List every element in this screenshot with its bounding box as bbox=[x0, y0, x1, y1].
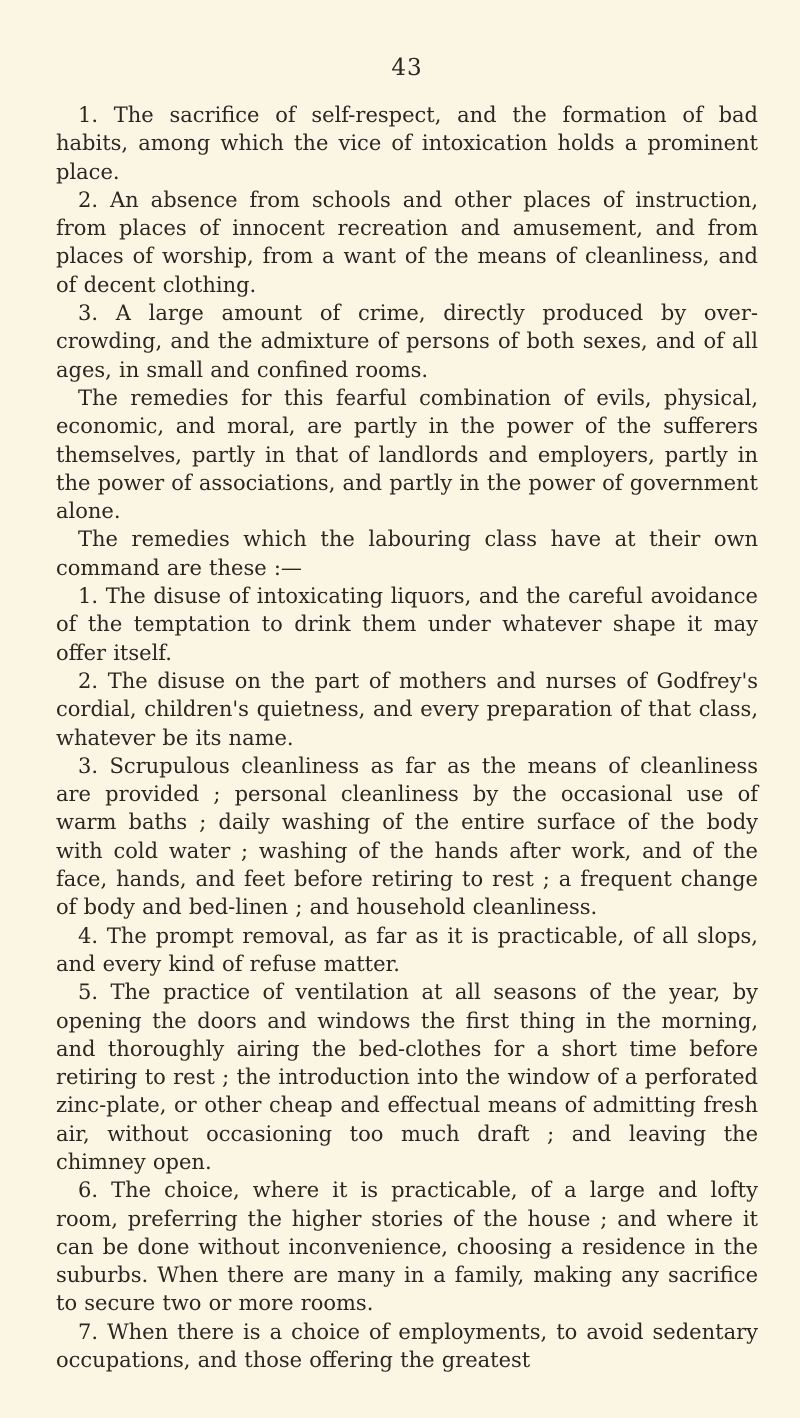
paragraph-remedies-intro: The remedies for this fearful combination of evils, physical, economic, and moral, are partly in the power of the sufferers themselves, partly in that of landlords and employers, partly in the power of associations, and partly in the power of government alone. bbox=[56, 385, 758, 524]
paragraph-remedy-7: 7. When there is a choice of employments, to avoid sedentary occupations, and those offering the greatest bbox=[56, 1319, 758, 1373]
paragraph-remedy-6: 6. The choice, where it is practicable, of a large and lofty room, preferring the higher stories of the house ; and where it can be done without inconvenience, choosing a residence in the suburbs. When there are many in a family, making any sacrifice to secure two or more rooms. bbox=[56, 1178, 758, 1316]
page-number: 43 bbox=[391, 55, 423, 81]
paragraph-effect-2: 2. An absence from schools and other places of instruction, from places of innocent recreation and amusement, and from places of worship, from a want of the means of cleanliness, and of decent clothing. bbox=[56, 187, 758, 297]
paragraph-remedy-3: 3. Scrupulous cleanliness as far as the means of cleanliness are provided ; personal cleanliness by the occasional use of warm baths ; daily washing of the entire surface of the body with cold water ; washing of the hands after work, and of the face, hands, and feet before retiring to rest ; a frequent change of body and bed-linen ; and household cleanliness. bbox=[56, 753, 758, 920]
paragraph-remedy-1: 1. The disuse of intoxicating liquors, and the careful avoidance of the temptation to drink them under whatever shape it may offer itself. bbox=[56, 584, 758, 665]
paragraph-effect-1: 1. The sacrifice of self-respect, and the formation of bad habits, among which the vice of intoxication holds a prominent place. bbox=[56, 103, 758, 184]
paragraph-remedy-2: 2. The disuse on the part of mothers and nurses of Godfrey's cordial, children's quietness, and every preparation of that class, whatever be its name. bbox=[56, 668, 758, 750]
body-text bbox=[56, 101, 758, 1374]
paragraph-own-command: The remedies which the labouring class have at their own command are these :— bbox=[56, 527, 758, 580]
paragraph-effect-3: 3. A large amount of crime, directly produced by over-crowding, and the admixture of persons of both sexes, and of all ages, in small and confined rooms. bbox=[56, 301, 758, 382]
paragraph-remedy-4: 4. The prompt removal, as far as it is practicable, of all slops, and every kind of refuse matter. bbox=[56, 923, 758, 976]
paragraph-remedy-5: 5. The practice of ventilation at all seasons of the year, by opening the doors and windows the first thing in the morning, and thoroughly airing the bed-clothes for a short time before retiring to rest ; the introduction into the window of a perforated zinc-plate, or other cheap and effectual means of admitting fresh air, without occasioning too much draft ; and leaving the chimney open. bbox=[56, 980, 758, 1174]
